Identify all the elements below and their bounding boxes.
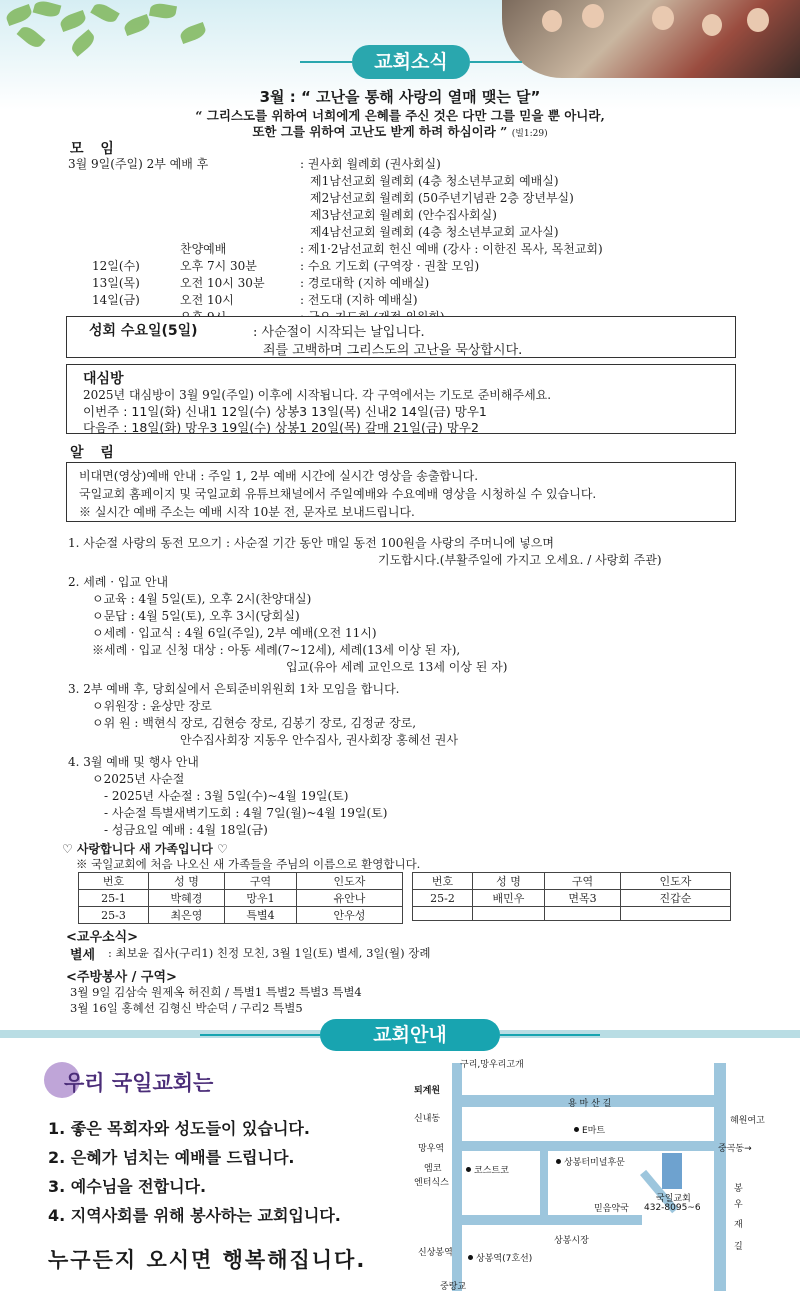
col-header: 인도자: [297, 873, 403, 890]
meetings-heading: 모 임: [70, 141, 120, 157]
notice-line: ㅇ2025년 사순절: [92, 772, 185, 786]
cell: 박혜경: [149, 890, 225, 907]
meeting-desc: : 경로대학 (지하 예배실): [300, 276, 430, 290]
col-header: 성 명: [149, 873, 225, 890]
notice-line: 3. 2부 예배 후, 당회실에서 은퇴준비위원회 1차 모임을 합니다.: [68, 682, 400, 696]
table-row: [413, 890, 731, 907]
col-header: 성 명: [473, 873, 545, 890]
notice-line: ㅇ세례 · 입교식 : 4월 6일(주일), 2부 예배(오전 11시): [92, 626, 377, 640]
col-header: 인도자: [621, 873, 731, 890]
leaves-decoration: [0, 0, 220, 70]
notice-line: ※세례 · 입교 신청 대상 : 아동 세례(7~12세), 세례(13세 이상 된 자),: [92, 643, 461, 657]
notices-heading: 알 림: [70, 445, 120, 461]
online-worship-box: [66, 462, 736, 522]
map-label: 봉: [734, 1184, 743, 1194]
notice-line: - 성금요일 예배 : 4월 18일(금): [104, 823, 268, 837]
monthly-theme: 3월 : “ 고난을 통해 사랑의 열매 맺는 달”: [259, 88, 541, 106]
service-line-1: 3월 9일 김삼숙 원제옥 허진희 / 특별1 특별2 특별3 특별4: [70, 985, 362, 999]
online-line-3: ※ 실시간 예배 주소는 예배 시작 10분 전, 문자로 보내드립니다.: [79, 505, 415, 519]
road-mangu: [452, 1141, 726, 1151]
col-header: 구역: [545, 873, 621, 890]
map-label: 엠코: [424, 1164, 442, 1174]
map-label: 용 마 산 길: [568, 1099, 612, 1109]
visitation-title: 대심방: [83, 371, 124, 387]
notice-line: 1. 사순절 사랑의 동전 모으기 : 사순절 기간 동안 매일 동전 100원을 사랑의 주머니에 넣으며: [68, 536, 554, 550]
map-label: 재: [734, 1220, 743, 1230]
guide-title: 교회안내: [320, 1019, 500, 1051]
verse-reference: (빌1:29): [511, 129, 548, 139]
meeting-desc: : 전도대 (지하 예배실): [300, 293, 418, 307]
costco-marker: [466, 1167, 471, 1172]
ash-wednesday-label: 성회 수요일(5일): [89, 323, 198, 339]
ash-line-2: 죄를 고백하며 그리스도의 고난을 묵상합시다.: [263, 343, 523, 358]
guide-point: 4. 지역사회를 위해 봉사하는 교회입니다.: [48, 1206, 341, 1225]
map-label: 망우역: [418, 1144, 445, 1154]
col-header: 구역: [225, 873, 297, 890]
verse-line-2: 또한 그를 위하여 고난도 받게 하려 하심이라 ” (빌1:29): [252, 124, 548, 139]
newcomers-table-right: [412, 872, 731, 921]
map-label: 신내동: [414, 1114, 441, 1124]
newcomers-heading: ♡ 사랑합니다 새 가족입니다 ♡: [62, 842, 228, 856]
guide-point: 1. 좋은 목회자와 성도들이 있습니다.: [48, 1119, 310, 1138]
meeting-desc: 제3남선교회 월례회 (안수집사회실): [310, 208, 497, 222]
notice-line: 4. 3월 예배 및 행사 안내: [68, 755, 199, 769]
guide-point: 2. 은혜가 넘치는 예배를 드립니다.: [48, 1148, 295, 1167]
meeting-date: 14일(금): [92, 293, 140, 307]
meeting-time: 찬양예배: [180, 242, 227, 256]
sangbong-station-marker: [468, 1255, 473, 1260]
cell: 25-2: [413, 890, 473, 907]
map-label: 신상봉역: [418, 1248, 453, 1258]
meeting-date: 13일(목): [92, 276, 140, 290]
meeting-desc: : 제1·2남선교회 헌신 예배 (강사 : 이한진 목사, 목천교회): [300, 242, 603, 256]
table-row: [79, 890, 403, 907]
map-label: 구리,망우리고개: [460, 1060, 524, 1070]
title-rule-right: [470, 61, 522, 63]
title-rule-left: [300, 61, 352, 63]
map-label: 코스트코: [474, 1166, 509, 1176]
meeting-desc: : 수요 기도회 (구역장 · 권찰 모임): [300, 259, 480, 273]
map-label: 우: [734, 1200, 743, 1210]
visitation-this-week: 이번주 : 11일(화) 신내1 12일(수) 상봉3 13일(목) 신내2 14일(금) 망우1: [83, 404, 487, 419]
meeting-date: 12일(수): [92, 259, 140, 273]
map-label: 믿음약국: [594, 1204, 629, 1214]
map-label: 중랑교: [440, 1282, 467, 1292]
meeting-desc: : 권사회 월례회 (권사회실): [300, 157, 441, 171]
choir-photo: [502, 0, 800, 78]
guide-rule-left: [200, 1034, 320, 1036]
cell: 안우성: [297, 907, 403, 924]
road-lower: [452, 1215, 642, 1225]
map-label: E마트: [582, 1126, 606, 1136]
church-news-heading: <교우소식>: [66, 930, 139, 945]
meeting-time: 오전 10시: [180, 293, 234, 307]
cell: 진갑순: [621, 890, 731, 907]
cell: 유안나: [297, 890, 403, 907]
meeting-time: 오후 7시 30분: [180, 259, 257, 273]
newcomers-note: ※ 국일교회에 처음 나오신 새 가족들을 주님의 이름으로 환영합니다.: [76, 857, 421, 871]
guide-slogan: 누구든지 오시면 행복해집니다.: [48, 1248, 367, 1272]
church-news-text: : 최보윤 집사(구리1) 친정 모친, 3월 1일(토) 별세, 3일(월) 장례: [108, 946, 431, 960]
cell: 25-1: [79, 890, 149, 907]
map-label: 중곡동→: [718, 1144, 752, 1154]
meeting-desc: 제2남선교회 월례회 (50주년기념관 2층 장년부실): [310, 191, 574, 205]
meeting-time: 오전 10시 30분: [180, 276, 265, 290]
newcomers-table-left: [78, 872, 403, 924]
notice-line: ㅇ위 원 : 백현식 장로, 김현승 장로, 김봉기 장로, 김정균 장로,: [92, 716, 417, 730]
terminal-marker: [556, 1159, 561, 1164]
map-label: 432-8095~6: [644, 1203, 701, 1213]
map-label: 혜원여고: [730, 1116, 765, 1126]
map-label: 퇴계원: [414, 1086, 441, 1096]
service-heading: <주방봉사 / 구역>: [66, 970, 177, 985]
cell: 면목3: [545, 890, 621, 907]
online-line-1: 비대면(영상)예배 안내 : 주일 1, 2부 예배 시간에 실시간 영상을 송출합니다.: [79, 469, 479, 483]
map-label: 엔터식스: [414, 1178, 449, 1188]
cell: 25-3: [79, 907, 149, 924]
visitation-next-week: 다음주 : 18일(화) 망우3 19일(수) 상봉1 20일(목) 갈매 21일(금) 망우2: [83, 420, 479, 435]
notice-line: ㅇ문답 : 4월 5일(토), 오후 3시(당회실): [92, 609, 300, 623]
verse-line-1: “ 그리스도를 위하여 너희에게 은혜를 주신 것은 다만 그를 믿을 뿐 아니라,: [195, 108, 605, 123]
church-building-icon: [662, 1153, 682, 1189]
map-label: 상봉시장: [554, 1236, 589, 1246]
emart-marker: [574, 1127, 579, 1132]
visitation-box: [66, 364, 736, 434]
notice-line: ㅇ교육 : 4월 5일(토), 오후 2시(찬양대실): [92, 592, 312, 606]
notice-line: - 사순절 특별새벽기도회 : 4월 7일(월)~4월 19일(토): [104, 806, 388, 820]
map-label: 상봉터미널후문: [564, 1158, 625, 1168]
notice-line: 2. 세례 · 입교 안내: [68, 575, 169, 589]
guide-rule-right: [500, 1034, 600, 1036]
service-line-2: 3월 16일 홍혜선 김형신 박순덕 / 구리2 특별5: [70, 1001, 303, 1015]
online-line-2: 국일교회 홈페이지 및 국일교회 유튜브채널에서 주일예배와 수요예배 영상을 시청하실 수 있습니다.: [79, 487, 597, 501]
col-header: 번호: [413, 873, 473, 890]
notice-line: - 2025년 사순절 : 3월 5일(수)~4월 19일(토): [104, 789, 349, 803]
cell: 망우1: [225, 890, 297, 907]
notice-line: ㅇ위원장 : 윤상만 장로: [92, 699, 212, 713]
visitation-intro: 2025년 대심방이 3월 9일(주일) 이후에 시작됩니다. 각 구역에서는 기도로 준비해주세요.: [83, 388, 552, 402]
cell: 최은영: [149, 907, 225, 924]
cell: 배민우: [473, 890, 545, 907]
meeting-date: 3월 9일(주일) 2부 예배 후: [68, 157, 209, 171]
cell: 특별4: [225, 907, 297, 924]
notice-line: 기도합시다.(부활주일에 가지고 오세요. / 사랑회 주관): [378, 553, 662, 567]
church-intro-text: 우리 국일교회는: [64, 1071, 214, 1095]
meeting-desc: 제1남선교회 월례회 (4층 청소년부교회 예배실): [310, 174, 559, 188]
location-map: [400, 1055, 780, 1295]
ash-wednesday-box: [66, 316, 736, 358]
col-header: 번호: [79, 873, 149, 890]
notice-line: 입교(유아 세례 교인으로 13세 이상 된 자): [286, 660, 508, 674]
notice-line: 안수집사회장 지동우 안수집사, 권사회장 홍혜선 권사: [180, 733, 458, 747]
road-small: [540, 1151, 548, 1223]
table-row: [79, 907, 403, 924]
map-label: 상봉역(7호선): [476, 1254, 533, 1264]
ash-line-1: : 사순절이 시작되는 날입니다.: [253, 325, 425, 340]
guide-point: 3. 예수님을 전합니다.: [48, 1177, 207, 1196]
map-label: 길: [734, 1242, 743, 1252]
church-intro-title: [44, 1062, 244, 1098]
meeting-desc: 제4남선교회 월례회 (4층 청소년부교회 교사실): [310, 225, 559, 239]
church-news-label: 별세: [70, 948, 96, 963]
map-label: 국일교회: [656, 1194, 691, 1204]
section-title: 교회소식: [352, 45, 470, 79]
